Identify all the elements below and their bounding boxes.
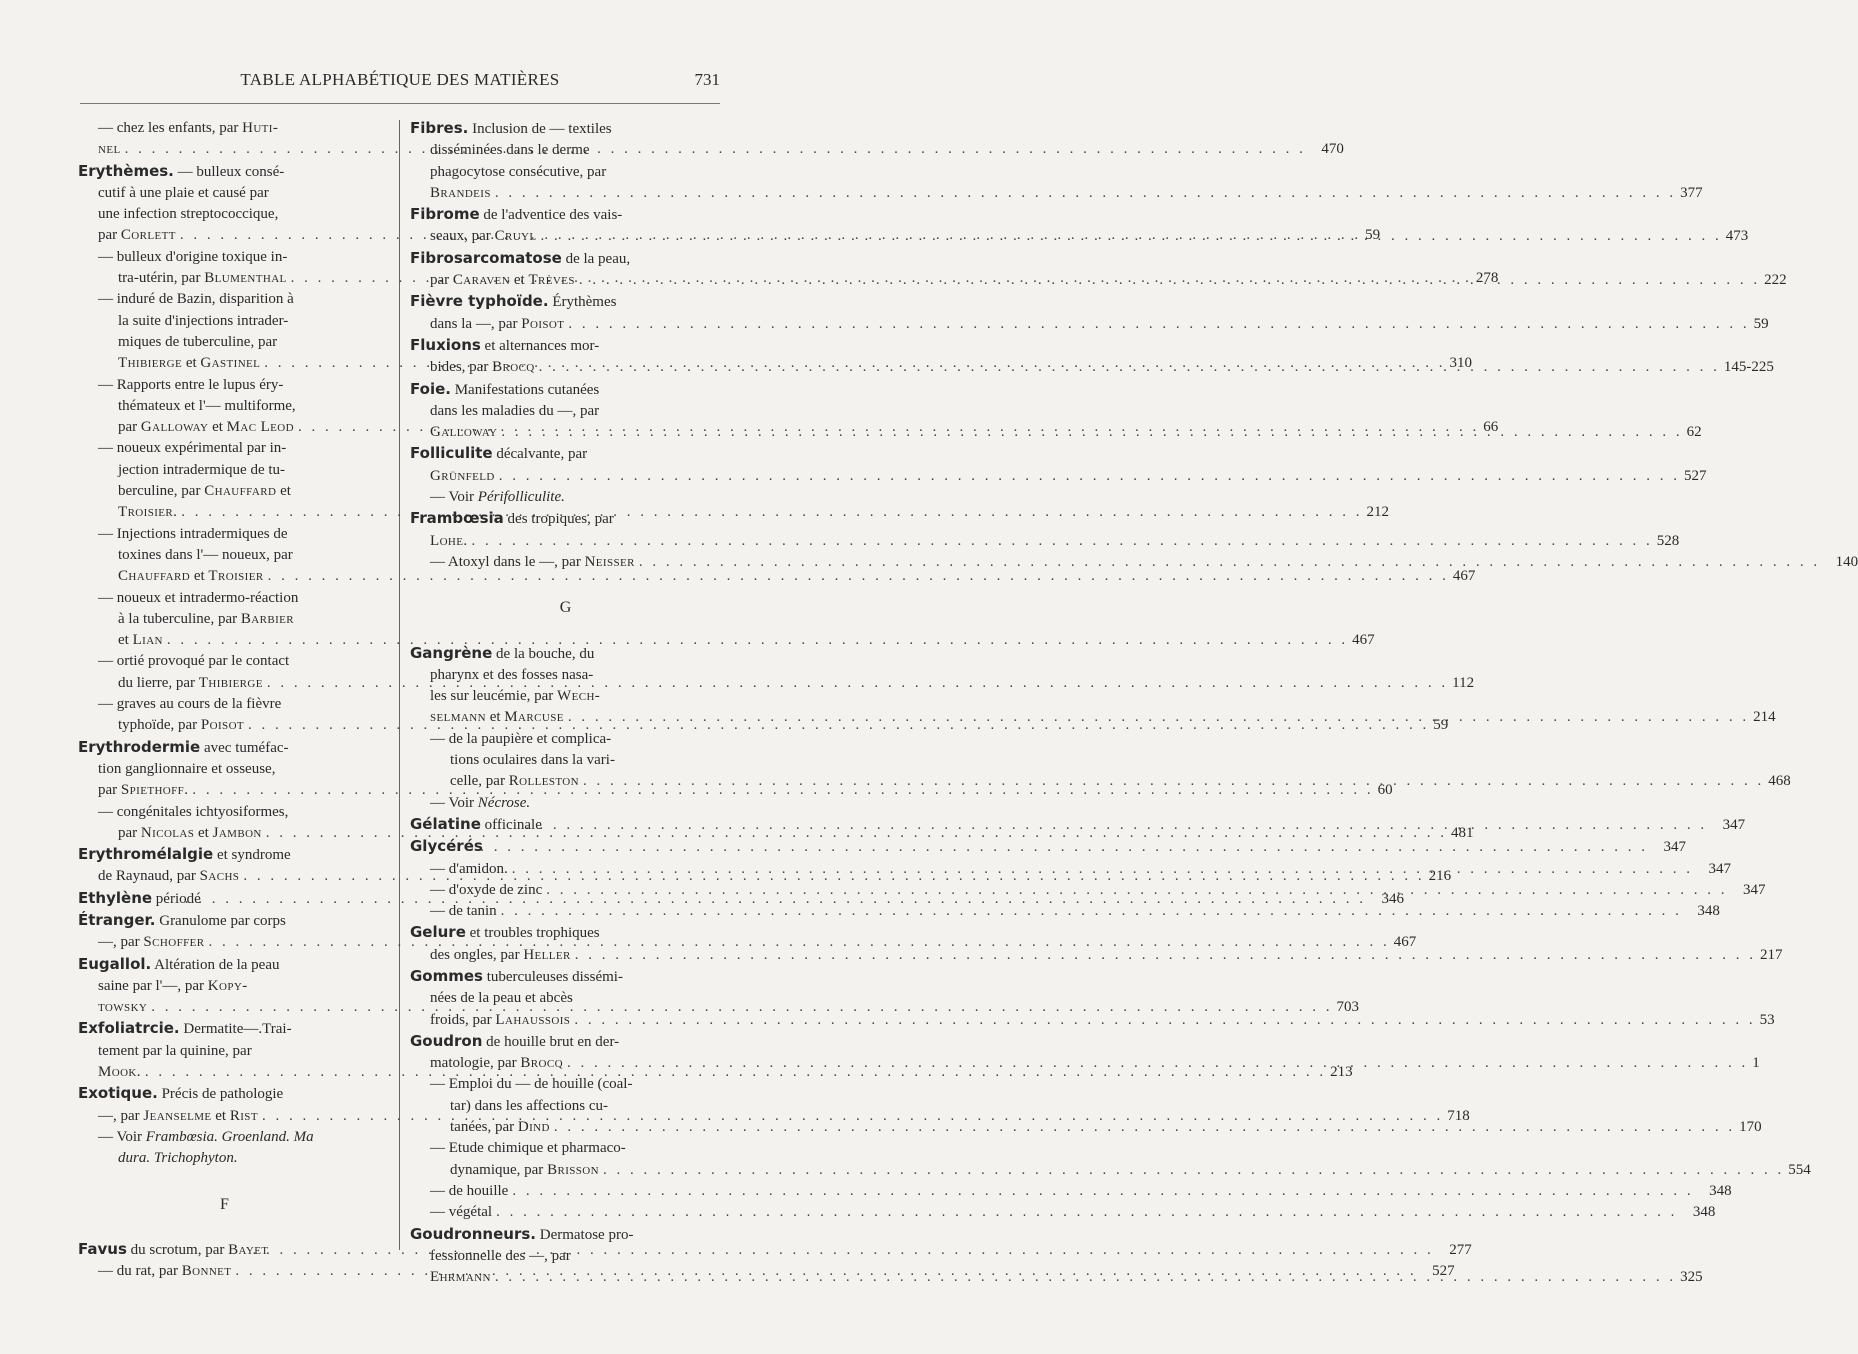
page-ref: 277 [1449, 1241, 1472, 1258]
index-entry: Favus du scrotum, par Bayet . . . 277 [78, 1239, 372, 1261]
page-ref: 53 [1759, 1011, 1775, 1028]
headword: Fluxions [410, 335, 481, 354]
index-entry: Exotique. Précis de pathologie —, par Jeanselme et Rist. . . 718 [78, 1083, 372, 1127]
index-entry [410, 836, 1687, 858]
page-ref: 59 [1365, 227, 1381, 244]
page-ref: 112 [1452, 674, 1475, 691]
index-entry: — Voir Périfolliculite. [430, 489, 565, 506]
page-ref: 216 [1428, 868, 1452, 885]
page-ref: 347 [1743, 881, 1766, 898]
page-ref: 213 [1330, 1064, 1353, 1081]
page-ref: 467 [1393, 934, 1417, 951]
page-ref: 1 [1752, 1055, 1760, 1072]
page-ref: 212 [1366, 504, 1390, 521]
index-entry: Fluxions et alternances mor- bides, par Brocq. . . 145-225 [410, 335, 722, 379]
page-ref: 346 [1381, 890, 1405, 907]
index-entry: — chez les enfants, par Huti- nel . . . 470 [78, 118, 372, 161]
index-entry: — de la paupière et complica- tions oculaires dans la vari- celle, par Rolleston. . . 468 [410, 729, 722, 793]
page-ref: 217 [1760, 946, 1783, 963]
headword: Exotique. [78, 1084, 158, 1103]
page-ref: 470 [1321, 141, 1344, 158]
headword: Ethylène [78, 888, 153, 907]
index-entry: Gommes tuberculeuses dissémi- nées de la peau et abcès froids, par Lahaussois. . . 53 [410, 966, 722, 1031]
section-letter-f: F [220, 1195, 230, 1213]
headword: Goudron [410, 1031, 483, 1050]
index-entry: Foie. Manifestations cutanées dans les maladies du —, par Galloway. . . 62 [410, 379, 722, 444]
page-ref: 214 [1753, 709, 1776, 726]
page-ref: 481 [1451, 824, 1474, 841]
page-ref: 467 [1452, 568, 1476, 585]
headword: Favus [78, 1239, 127, 1258]
headword: Foie. [410, 379, 451, 398]
index-entry: Erythromélalgie et syndrome de Raynaud, par Sachs. . . 216 [78, 844, 372, 888]
headword: Erythrodermie [78, 737, 201, 756]
page-ref: 348 [1709, 1182, 1732, 1199]
headword: Goudronneurs. [410, 1224, 536, 1243]
page-ref: 60 [1377, 782, 1393, 799]
running-head [80, 66, 720, 96]
index-entry: Fibres. Inclusion de — textiles disséminées dans le derme phagocytose consécutive, par Brandeis. . . 377 [410, 118, 722, 204]
index-entry: — Rapports entre le lupus éry- thémateux et l'— multiforme, par Galloway et Mac Leod. . . 66 [78, 375, 372, 439]
index-entry: Gelure et troubles trophiques des ongles, par Heller. . . 217 [410, 922, 722, 966]
index-entry: — Etude chimique et pharmaco- dynamique, par Brisson. . . 554 [410, 1138, 722, 1181]
headword: Frambœsia [410, 509, 504, 528]
index-entry: Goudronneurs. Dermatose pro- fessionnelle des —, par Ehrmann. . . 325 [410, 1224, 722, 1289]
index-entry: Folliculite décalvante, par Grünfeld. . . 527 [410, 443, 722, 487]
index-entry: Ethylène périodé . . . 346 [78, 888, 372, 910]
page-number: 731 [694, 70, 720, 89]
headword: Erythèmes. [78, 161, 174, 180]
index-entry: — Voir Frambœsia. Groenland. Ma dura. Trichophyton. [98, 1128, 314, 1167]
headword: Fibrosarcomatose [410, 248, 562, 267]
headword: Gelure [410, 923, 466, 942]
headword: Fièvre typhoïde. [410, 292, 549, 311]
index-entry: — de houille . . . 348 [410, 1181, 722, 1202]
index-entry: Étranger. Granulome par corps —, par Schoffer. . . 467 [78, 910, 372, 954]
index-entry: — végétal . . . 348 [410, 1202, 722, 1223]
index-entry: — induré de Bazin, disparition à la suite d'injections intrader- miques de tuberculine, par Thibierge et Gastinel. . . 310 [78, 289, 372, 374]
headword: Fibrome [410, 205, 480, 224]
index-entry: — ortié provoqué par le contact du lierre, par Thibierge. . . 112 [78, 651, 372, 694]
page-ref: 62 [1686, 424, 1702, 441]
page-ref: 527 [1432, 1263, 1455, 1280]
page-ref: 467 [1352, 632, 1375, 649]
index-entry: — Voir Nécrose. [430, 794, 531, 811]
index-entry: — congénitales ichtyosiformes, par Nicolas et Jambon. . . 481 [78, 802, 372, 845]
headword: Eugallol. [78, 954, 152, 973]
header-rule [80, 103, 720, 104]
index-entry: — de tanin . . . 348 [410, 901, 722, 922]
page-ref: 347 [1708, 860, 1731, 877]
index-entry: Fièvre typhoïde. Érythèmes dans la —, par Poisot. . . 59 [410, 291, 722, 335]
index-entry: — Atoxyl dans le —, par Neisser . . . 140 [410, 552, 722, 573]
page-ref: 348 [1697, 903, 1720, 920]
page-ref: 703 [1336, 999, 1360, 1016]
section-letter-g: G [559, 599, 573, 617]
page-ref: 347 [1722, 816, 1746, 833]
page-ref: 347 [1663, 839, 1687, 856]
headword: Étranger. [78, 910, 156, 929]
headword: Gommes [410, 966, 483, 985]
index-entry: Gangrène de la bouche, du pharynx et des fosses nasa- les sur leucémie, par Wech- selmann et Marcuse. . . 214 [410, 643, 722, 729]
page-ref: 310 [1449, 355, 1473, 372]
index-entry: — Injections intradermiques de toxines dans l'— noueux, par Chauffard et Troisier. . . 467 [78, 524, 372, 588]
page-ref: 222 [1764, 272, 1787, 289]
headword: Glycérés [410, 837, 483, 856]
page-ref: 140 [1835, 553, 1858, 570]
page-ref: 468 [1768, 773, 1791, 790]
page-ref: 718 [1447, 1107, 1470, 1124]
page-ref: 528 [1656, 532, 1680, 549]
headword: Fibres. [410, 119, 469, 137]
index-entry: Erythèmes. — bulleux consé- cutif à une plaie et causé par une infection streptococcique, par Corlett. . . 59 [78, 161, 372, 247]
index-entry: — noueux et intradermo-réaction à la tuberculine, par Barbier et Lian. . . 467 [78, 588, 372, 652]
headword: Erythromélalgie [78, 845, 214, 864]
index-entry: — graves au cours de la fièvre typhoïde, par Poisot. . . 59 [78, 694, 372, 737]
index-entry: — noueux expérimental par in- jection intradermique de tu- berculine, par Chauffard et Troisier.. . . 212 [78, 438, 372, 523]
page-ref: 473 [1725, 228, 1749, 245]
page-ref: 66 [1483, 419, 1499, 436]
page-ref: 278 [1475, 270, 1499, 287]
index-entry: Fibrome de l'adventice des vais- seaux, par Cruyl. . . 473 [410, 204, 722, 248]
headword: Exfoliatrcie. [78, 1019, 180, 1038]
index-entry: Erythrodermie avec tuméfac- tion ganglionnaire et osseuse, par Spiethoff.. . . 60 [78, 737, 372, 802]
index-entry: Fibrosarcomatose de la peau, par Caraven et Trèves. . . 222 [410, 248, 722, 292]
index-entry: — d'amidon. . . . 347 [410, 859, 722, 880]
index-entry: Goudron de houille brut en der- matologie, par Brocq. . . 1 [410, 1031, 722, 1075]
page-ref: 527 [1684, 467, 1707, 484]
page-ref: 59 [1433, 717, 1449, 734]
page-ref: 348 [1692, 1204, 1716, 1221]
headword: Gangrène [410, 643, 493, 662]
headword: Gélatine [410, 814, 481, 833]
page-ref: 170 [1739, 1119, 1762, 1136]
index-entry: — du rat, par Bonnet . . . 527 [78, 1261, 372, 1282]
index-entry: — d'oxyde de zinc . . . 347 [410, 880, 722, 901]
index-entry: Frambœsia des tropiques, par Lohe.. . . 528 [410, 508, 722, 552]
index-entry: Eugallol. Altération de la peau saine par l'—, par Kopy- towsky. . . 703 [78, 954, 372, 1019]
index-entry: Exfoliatrcie. Dermatite—.Trai- tement par la quinine, par Mook.. . . 213 [78, 1018, 372, 1083]
index-entry: — bulleux d'origine toxique in- tra-utérin, par Blumenthal. . . 278 [78, 247, 372, 290]
page-ref: 145-225 [1723, 359, 1774, 376]
page-ref: 554 [1788, 1161, 1811, 1178]
page-ref: 59 [1753, 315, 1769, 332]
page-ref: 377 [1680, 184, 1703, 201]
index-entry: Gélatine officinale . . . 347 [410, 814, 722, 836]
page-ref: 325 [1680, 1269, 1703, 1286]
page-title: TABLE ALPHABÉTIQUE DES MATIÈRES [240, 70, 560, 89]
index-entry: — Emploi du — de houille (coal- tar) dans les affections cu- tanées, par Dind. . . 170 [410, 1074, 722, 1138]
headword: Folliculite [410, 444, 493, 463]
